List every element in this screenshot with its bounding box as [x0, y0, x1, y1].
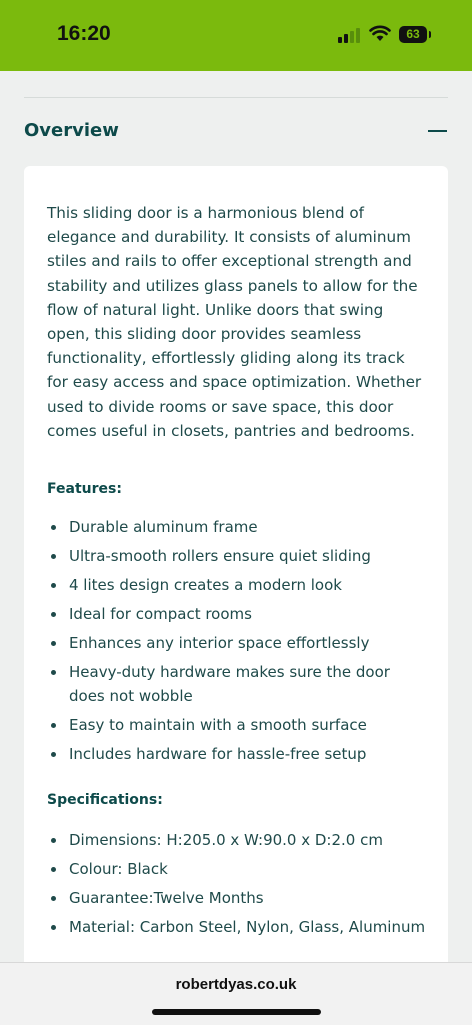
- list-item: Durable aluminum frame: [47, 515, 427, 539]
- list-item: Enhances any interior space effortlessly: [47, 631, 427, 655]
- list-item: Ultra-smooth rollers ensure quiet sliding: [47, 544, 427, 568]
- list-item: 4 lites design creates a modern look: [47, 573, 427, 597]
- minus-icon[interactable]: [428, 130, 447, 132]
- list-item: Easy to maintain with a smooth surface: [47, 713, 427, 737]
- list-item: Colour: Black: [47, 857, 427, 881]
- list-item: Includes hardware for hassle-free setup: [47, 742, 427, 766]
- product-description: This sliding door is a harmonious blend of elegance and durability. It consists of aluminum stiles and rails to offer exceptional strength and stability and utilizes glass panels to allow for the flow of natural light. Unlike doors that swing open, this sliding door provides seamless functionality, effortlessly gliding along its track for easy access and space optimization. Whether used to divide rooms or save space, this door comes useful in closets, pantries and bedrooms.: [47, 204, 422, 440]
- cellular-signal-icon: [338, 27, 364, 43]
- battery-icon: 63: [399, 26, 427, 43]
- wifi-icon: [369, 24, 391, 42]
- features-heading: Features:: [47, 481, 122, 497]
- browser-address-bar[interactable]: [0, 962, 472, 1025]
- divider: [24, 97, 448, 98]
- list-item: Ideal for compact rooms: [47, 602, 427, 626]
- list-item: Heavy-duty hardware makes sure the door does not wobble: [47, 660, 427, 708]
- status-time: 16:20: [57, 22, 111, 45]
- features-list: [47, 515, 427, 771]
- list-item: Material: Carbon Steel, Nylon, Glass, Aluminum: [47, 915, 427, 939]
- specifications-list: [47, 828, 427, 944]
- home-indicator[interactable]: [152, 1009, 321, 1015]
- url-text[interactable]: robertdyas.co.uk: [175, 976, 297, 993]
- list-item: Dimensions: H:205.0 x W:90.0 x D:2.0 cm: [47, 828, 427, 852]
- status-bar: [0, 0, 472, 71]
- list-item: Guarantee:Twelve Months: [47, 886, 427, 910]
- overview-heading[interactable]: Overview: [24, 120, 119, 141]
- specifications-heading: Specifications:: [47, 792, 163, 808]
